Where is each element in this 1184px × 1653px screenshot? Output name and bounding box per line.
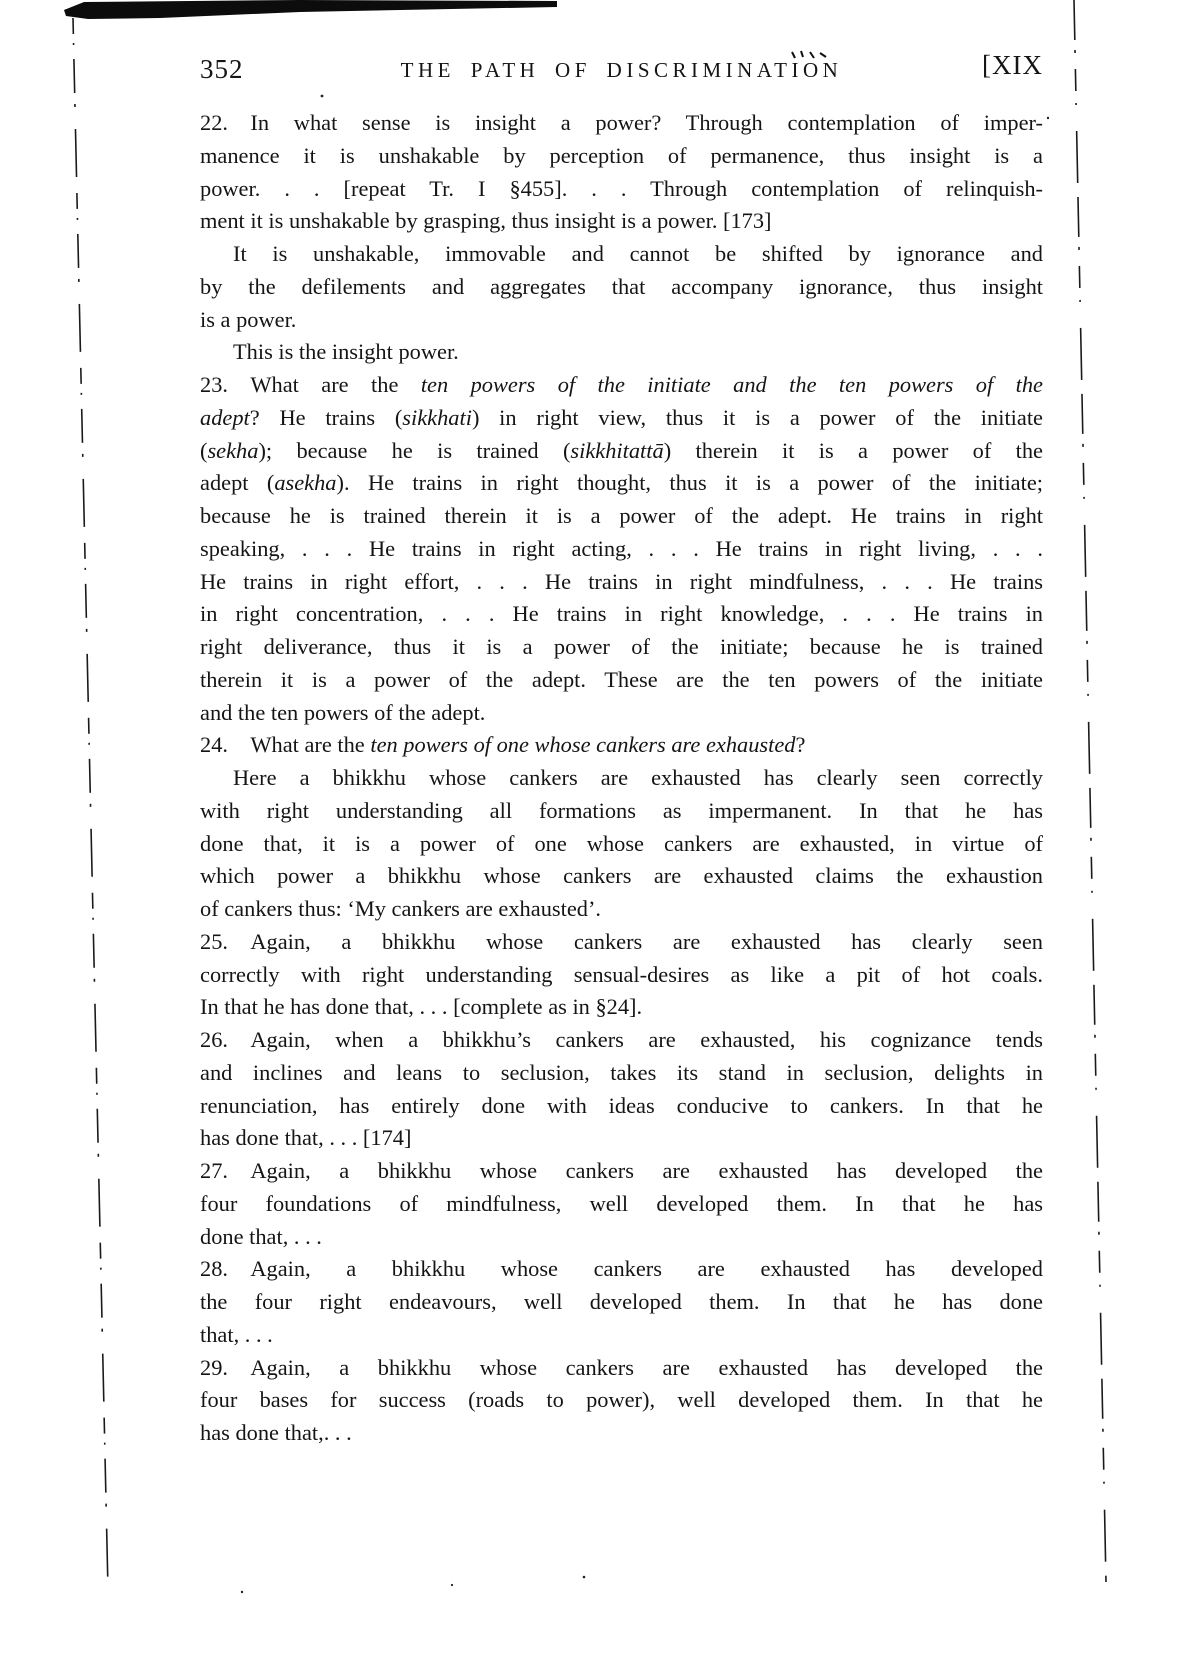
paragraph xyxy=(200,238,1043,336)
text-line: This is the insight power. xyxy=(233,339,459,365)
text-line: is a power. xyxy=(200,306,297,332)
text-line: power. . . [repeat Tr. I §455]. . . Through contemplation of relinquish- xyxy=(200,175,1043,201)
section-marker: [XIX xyxy=(982,50,1043,80)
text-line: ment it is unshakable by grasping, thus insight is a power. [173] xyxy=(200,208,772,234)
paragraph xyxy=(200,926,1043,1024)
body-text xyxy=(200,107,1043,1450)
text-line: four foundations of mindfulness, well developed them. In that he has xyxy=(200,1190,1043,1216)
text-line: done that, . . . xyxy=(200,1223,322,1249)
text-line: (sekha); because he is trained (sikkhitattā) therein it is a power of the xyxy=(200,437,1043,463)
text-line: adept? He trains (sikkhati) in right view, thus it is a power of the initiate xyxy=(200,404,1043,430)
text-line: right deliverance, thus it is a power of the initiate; because he is trained xyxy=(200,634,1043,659)
text-line: and the ten powers of the adept. xyxy=(200,699,486,725)
text-line: 22. In what sense is insight a power? Through contemplation of imper- xyxy=(200,110,1043,135)
text-line: the four right endeavours, well developed them. In that he has done xyxy=(200,1289,1043,1314)
scan-artifact-top-bar xyxy=(64,0,557,19)
text-line: correctly with right understanding sensual-desires as like a pit of hot coals. xyxy=(200,961,1043,987)
paragraph xyxy=(200,107,1043,238)
running-title: THE PATH OF DISCRIMINATION xyxy=(400,58,843,82)
paragraph xyxy=(200,1352,1043,1450)
paragraph xyxy=(200,762,1043,926)
text-line: He trains in right effort, . . . He trains in right mindfulness, . . . He trains xyxy=(200,568,1043,594)
text-line: speaking, . . . He trains in right acting, . . . He trains in right living, . . . xyxy=(200,535,1043,561)
page-header xyxy=(200,50,1043,90)
text-line: 24. What are the ten powers of one whose cankers are exhausted? xyxy=(200,732,806,758)
text-line: 23. What are the ten powers of the initiate and the ten powers of the xyxy=(200,372,1043,397)
text-line: and inclines and leans to seclusion, takes its stand in seclusion, delights in xyxy=(200,1059,1043,1085)
text-line: with right understanding all formations as impermanent. In that he has xyxy=(200,797,1043,823)
text-line: which power a bhikkhu whose cankers are exhausted claims the exhaustion xyxy=(200,863,1043,889)
scan-artifact-right-margin-line xyxy=(1074,0,1106,1582)
paragraph xyxy=(200,1253,1043,1351)
text-line: 26. Again, when a bhikkhu’s cankers are exhausted, his cognizance tends xyxy=(200,1027,1043,1052)
paragraph xyxy=(200,336,1043,369)
paragraph xyxy=(200,1155,1043,1253)
paragraph xyxy=(200,1024,1043,1155)
text-line: manence it is unshakable by perception of permanence, thus insight is a xyxy=(200,142,1043,168)
text-line: renunciation, has entirely done with ideas conducive to cankers. In that he xyxy=(200,1092,1043,1118)
text-line: 27. Again, a bhikkhu whose cankers are exhausted has developed the xyxy=(200,1158,1043,1183)
text-line: in right concentration, . . . He trains in right knowledge, . . . He trains in xyxy=(200,601,1043,627)
text-line: In that he has done that, . . . [complete as in §24]. xyxy=(200,994,643,1020)
text-line: 29. Again, a bhikkhu whose cankers are exhausted has developed the xyxy=(200,1354,1043,1380)
scan-artifact-left-margin-line xyxy=(73,18,108,1590)
text-line: that, . . . xyxy=(200,1321,273,1347)
text-line: because he is trained therein it is a power of the adept. He trains in right xyxy=(200,503,1043,528)
text-line: Here a bhikkhu whose cankers are exhausted has clearly seen correctly xyxy=(233,765,1043,790)
paragraph xyxy=(200,369,1043,729)
text-line: has done that, . . . [174] xyxy=(200,1125,412,1151)
page-number: 352 xyxy=(200,54,244,84)
text-line: therein it is a power of the adept. These are the ten powers of the initiate xyxy=(200,666,1043,692)
text-line: by the defilements and aggregates that accompany ignorance, thus insight xyxy=(200,273,1043,299)
text-line: adept (asekha). He trains in right thought, thus it is a power of the initiate; xyxy=(200,470,1043,496)
text-line: done that, it is a power of one whose cankers are exhausted, in virtue of xyxy=(200,830,1043,856)
text-line: has done that,. . . xyxy=(200,1420,352,1445)
text-line: of cankers thus: ‘My cankers are exhausted’. xyxy=(200,896,602,921)
text-line: 28. Again, a bhikkhu whose cankers are exhausted has developed xyxy=(200,1256,1043,1282)
paragraph xyxy=(200,729,1043,762)
text-line: 25. Again, a bhikkhu whose cankers are exhausted has clearly seen xyxy=(200,928,1043,954)
text-line: It is unshakable, immovable and cannot be shifted by ignorance and xyxy=(233,241,1043,266)
text-line: four bases for success (roads to power), well developed them. In that he xyxy=(200,1387,1043,1413)
